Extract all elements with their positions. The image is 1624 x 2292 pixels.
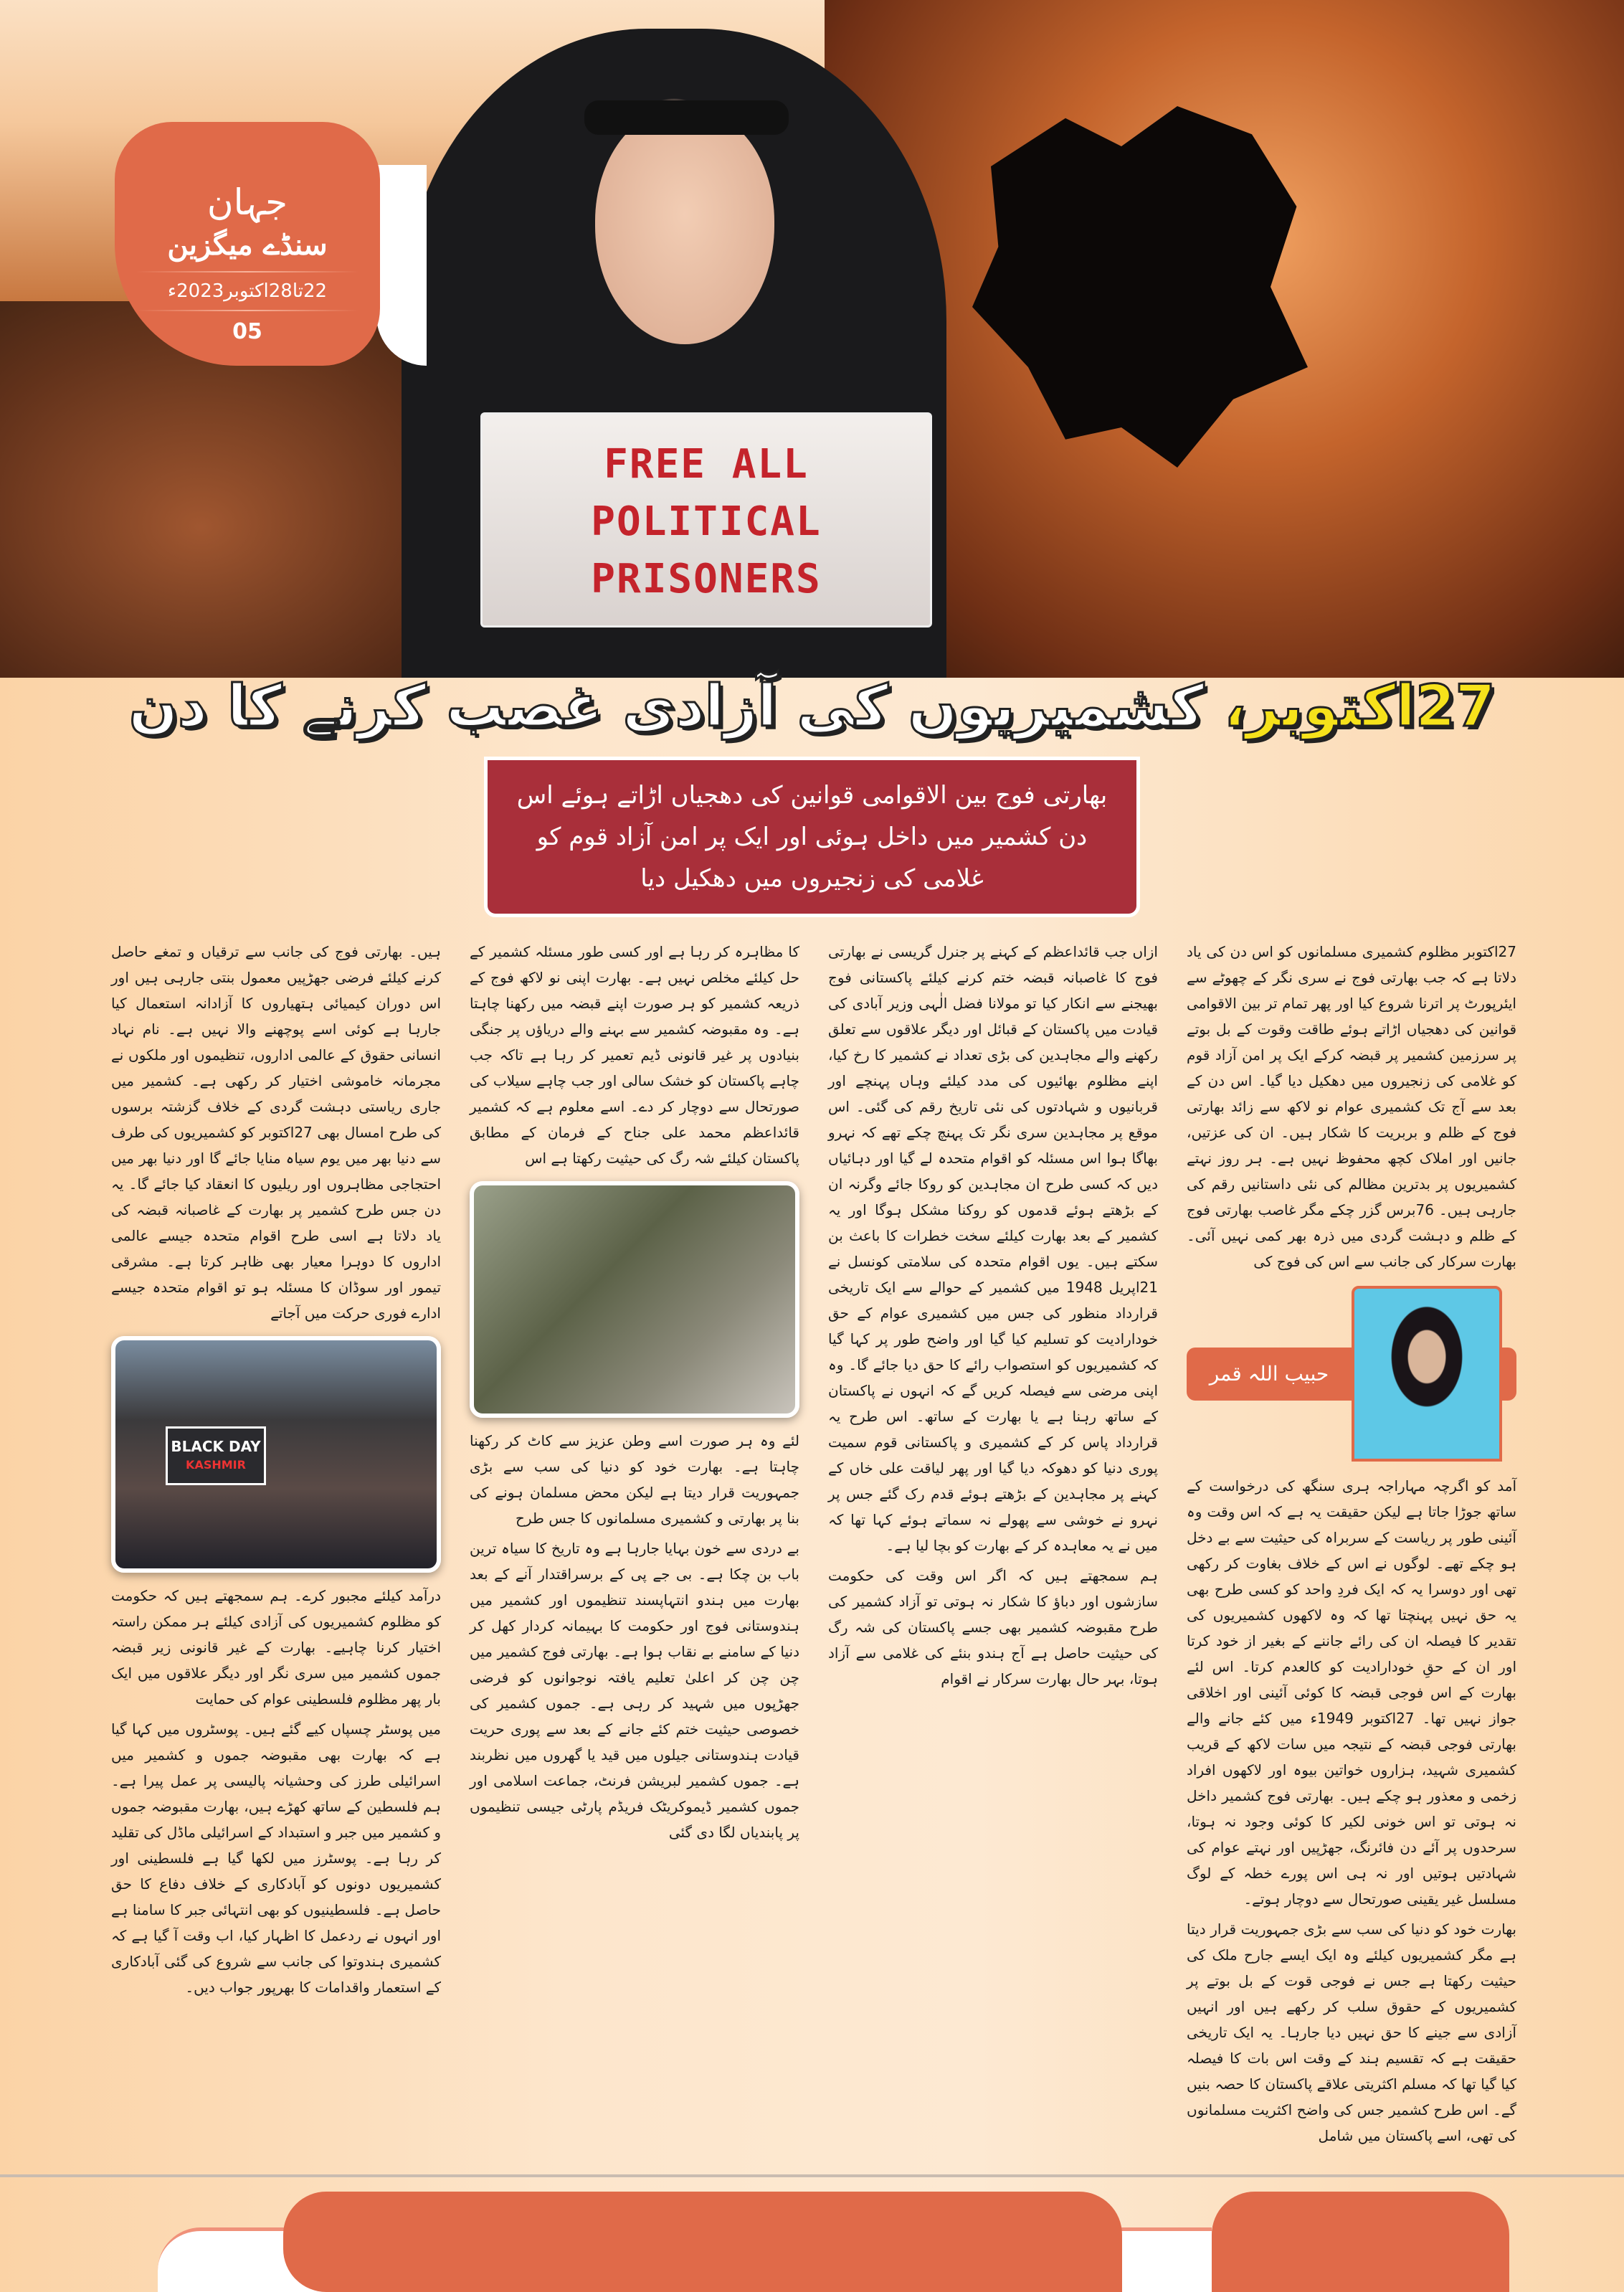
placard-line: FREE ALL — [604, 441, 809, 488]
column-2 — [828, 939, 1158, 1696]
woman-face — [595, 108, 774, 344]
footer-orange-shape — [283, 2192, 1122, 2292]
paragraph: ہیں۔ بھارتی فوج کی جانب سے ترقیاں و تمغے حاصل کرنے کیلئے فرضی جھڑپیں معمول بنتی جارہی ہیں اور اس دوران کیمیائی ہتھیاروں کا آزادانہ استعمال کیا جارہا ہے کوئی اسے پوچھنے والا نہیں ہے۔ نام نہاد انسانی حقوق کے عالمی اداروں، تنظیموں اور ملکوں نے مجرمانہ خاموشی اختیار کر رکھی ہے۔ کشمیر میں جاری ریاستی دہشت گردی کے خلاف گزشتہ برسوں کی طرح امسال بھی 27اکتوبر کو کشمیریوں کی طرف سے دنیا بھر میں یوم سیاہ منایا جائے گا اور دنیا بھر میں احتجاجی مظاہروں اور ریلیوں کا انعقاد کیا جائے گا۔ یہ دن جس طرح کشمیر پر بھارت کے غاصبانہ قبضہ کی یاد دلاتا ہے اسی طرح اقوام متحدہ جیسے عالمی اداروں کا دوہرا معیار بھی ظاہر کرتا ہے۔ مشرقی تیمور اور سوڈان کا مسئلہ ہو تو اقوام متحدہ جیسے ادارے فوری حرکت میں آجاتے — [111, 943, 441, 1322]
protest-sign — [166, 1426, 266, 1485]
black-day-protest-photo — [111, 1336, 441, 1573]
paragraph: 27اکتوبر مظلوم کشمیری مسلمانوں کو اس دن کی یاد دلاتا ہے کہ جب بھارتی فوج نے سری نگر کے چھوٹے سے ایئرپورٹ پر اترنا شروع کیا اور پھر تمام تر بین الاقوامی قوانین کی دھجیاں اڑاتے ہوئے طاقت وقوت کے بل بوتے پر سرزمین کشمیر پر قبضہ کرکے ایک پر امن آزاد قوم کو غلامی کی زنجیروں میں دھکیل دیا گیا۔ اس دن کے بعد سے آج تک کشمیری عوام نو لاکھ سے زائد بھارتی فوج کے ظلم و بربریت کا شکار ہیں۔ ان کی عزتیں، جانیں اور املاک کچھ محفوظ نہیں ہے۔ ہر روز نہتے کشمیریوں پر بدترین مظالم کی نئی داستانیں رقم کی جارہی ہیں۔ 76برس گزر چکے مگر غاصب بھارتی فوج کے ظلم و دہشت گردی میں ذرہ بھر کمی نہیں آئی۔ بھارت سرکار کی جانب سے اس کی فوج کی — [1187, 943, 1516, 1270]
soldiers-dragging-man-photo — [470, 1181, 799, 1418]
headline-rest: کشمیریوں کی آزادی غصب کرنے کا دن — [128, 673, 1205, 739]
magazine-subtitle: سنڈے میگزین — [167, 228, 328, 262]
paragraph: بھارت خود کو دنیا کی سب سے بڑی جمہوریت قرار دیتا ہے مگر کشمیریوں کیلئے وہ ایک ایسے جارح ملک کی حیثیت رکھتا ہے جس نے فوجی قوت کے بل بوتے پر کشمیریوں کے حقوق سلب کر رکھے ہیں اور انہیں آزادی سے جینے کا حق نہیں دیا جارہا۔ یہ ایک تاریخی حقیقت ہے کہ تقسیم ہند کے وقت اس بات کا فیصلہ کیا گیا تھا کہ مسلم اکثریتی علاقے پاکستان کا حصہ بنیں گے۔ اس طرح کشمیر جس کی واضح اکثریت مسلمانوں کی تھی، اسے پاکستان میں شامل — [1187, 1921, 1516, 2144]
column-3 — [470, 939, 799, 1850]
article-body — [0, 917, 1624, 2174]
magazine-brand: جہان — [206, 181, 288, 223]
paragraph: میں پوسٹر چسپاں کیے گئے ہیں۔ پوسٹروں میں کہا گیا ہے کہ بھارت بھی مقبوضہ جموں و کشمیر میں اسرائیلی طرز کی وحشیانہ پالیسی پر عمل پیرا ہے۔ ہم فلسطین کے ساتھ کھڑے ہیں، بھارت مقبوضہ جموں و کشمیر میں جبر و استبداد کے اسرائیلی ماڈل کی تقلید کر رہا ہے۔ پوسٹرز میں لکھا گیا ہے فلسطینی اور کشمیریوں دونوں کو آبادکاری کے خلاف دفاع کا حق حاصل ہے۔ فلسطینیوں کو بھی انتہائی جبر کا سامنا ہے اور انہوں نے ردعمل کا اظہار کیا، اب وقت آ گیا ہے کہ کشمیری ہندوتوا کی جانب سے شروع کی گئی آبادکاری کے استعمار واقدامات کا بھرپور جواب دیں۔ — [111, 1720, 441, 1996]
issue-date: 22تا28اکتوبر2023ء — [167, 280, 328, 302]
placard — [480, 412, 932, 628]
masthead-badge — [115, 122, 380, 366]
placard-line: PRISONERS — [591, 556, 822, 602]
sign-subtitle: KASHMIR — [186, 1458, 246, 1472]
author-photo — [1352, 1286, 1502, 1462]
paragraph: کا مظاہرہ کر رہا ہے اور کسی طور مسئلہ کشمیر کے حل کیلئے مخلص نہیں ہے۔ بھارت اپنی نو لاکھ فوج کے ذریعہ کشمیر کو ہر صورت اپنے قبضہ میں رکھنا چاہتا ہے۔ وہ مقبوضہ کشمیر سے بہنے والے دریاؤں پر جنگی بنیادوں پر غیر قانونی ڈیم تعمیر کر رہا ہے تاکہ جب چاہے پاکستان کو خشک سالی اور جب چاہے سیلاب کی صورتحال سے دوچار کر دے۔ اسے معلوم ہے کہ کشمیر قائداعظم محمد علی جناح کے فرمان کے مطابق پاکستان کیلئے شہ رگ کی حیثیت رکھتا ہے اس — [470, 943, 799, 1167]
divider — [136, 310, 358, 311]
paragraph: ہم سمجھتے ہیں کہ اگر اس وقت کی حکومت سازشوں اور دباؤ کا شکار نہ ہوتی تو آزاد کشمیر کی طرح مقبوضہ کشمیر بھی جسے پاکستان کی شہ رگ کی حیثیت حاصل ہے آج ہندو بنئے کی غلامی سے آزاد ہوتا، بہر حال بھارت سرکار نے اقوام — [828, 1567, 1158, 1687]
divider — [136, 271, 358, 273]
sign-title: BLACK DAY — [171, 1438, 261, 1455]
paragraph: لئے وہ ہر صورت اسے وطن عزیز سے کاٹ کر رکھنا چاہتا ہے۔ بھارت خود کو دنیا کی سب سے بڑی جمہوریت قرار دیتا ہے لیکن محض مسلمان ہونے کی بنا پر بھارتی و کشمیری مسلمانوں کا جس طرح — [470, 1432, 799, 1527]
placard-line: POLITICAL — [591, 498, 822, 545]
headline-highlight: 27اکتوبر، — [1224, 673, 1496, 739]
author-name: حبیب اللہ قمر — [1209, 1361, 1329, 1386]
badge-curve-decoration — [376, 165, 427, 366]
column-1 — [1187, 939, 1516, 2153]
page-number: 05 — [232, 319, 262, 344]
column-4 — [111, 939, 441, 2004]
paragraph: بے دردی سے خون بہایا جارہا ہے وہ تاریخ کا سیاہ ترین باب بن چکا ہے۔ بی جے پی کے برسراقتدار آنے کے بعد بھارت میں ہندو انتہاپسند تنظیموں اور کشمیر میں ہندوستانی فوج اور حکومت کا بہیمانہ کردار کھل کر دنیا کے سامنے بے نقاب ہوا ہے۔ بھارتی فوج کشمیر میں چن چن کر اعلیٰ تعلیم یافتہ نوجوانوں کو فرضی جھڑپوں میں شہید کر رہی ہے۔ جموں کشمیر کی خصوصی حیثیت ختم کئے جانے کے بعد سے پوری حریت قیادت ہندوستانی جیلوں میں قید یا گھروں میں نظربند ہے۔ جموں کشمیر لبریشن فرنٹ، جماعت اسلامی اور جموں کشمیر ڈیموکریٹک فریڈم پارٹی جیسی تنظیموں پر پابندیاں لگا دی گئی — [470, 1540, 799, 1841]
article-deck: بھارتی فوج بین الاقوامی قوانین کی دھجیاں اڑاتے ہوئے اس دن کشمیر میں داخل ہوئی اور ایک پر امن آزاد قوم کو غلامی کی زنجیروں میں دھکیل دیا — [484, 757, 1140, 917]
paragraph: آمد کو اگرچہ مہاراجہ ہری سنگھ کی درخواست کے ساتھ جوڑا جاتا ہے لیکن حقیقت یہ ہے کہ اس وقت وہ آئینی طور پر ریاست کے سربراہ کی حیثیت سے بے دخل ہو چکے تھے۔ لوگوں نے اس کے خلاف بغاوت کر رکھی تھی اور دوسرا یہ کہ ایک فردِ واحد کو کسی طرح بھی یہ حق نہیں پہنچتا تھا کہ وہ لاکھوں کشمیریوں کی تقدیر کا فیصلہ ان کی رائے جاننے کے بغیر از خود کرتا اور ان کے حقِ خودارادیت کو کالعدم کرتا۔ اس لئے بھارت کے اس فوجی قبضہ کا کوئی آئینی اور اخلاقی جواز نہیں تھا۔ 27اکتوبر 1949ء میں کئے جانے والے بھارتی فوجی قبضہ کے نتیجہ میں سات لاکھ کے قریب کشمیری شہید، ہزاروں خواتین بیوہ اور لاکھوں افراد زخمی و معذور ہو چکے ہیں۔ بھارتی فوج کشمیر داخل نہ ہوتی تو اس خونی لکیر کا کوئی وجود نہ ہوتا، سرحدوں پر آئے دن فائرنگ، جھڑپیں اور نہتے عوام کی شہادتیں ہوتیں اور نہ ہی اس پورے خطہ کے لوگ مسلسل غیر یقینی صورتحال سے دوچار ہوتے۔ — [1187, 1477, 1516, 1908]
headband — [584, 100, 789, 135]
footer-orange-shape — [1212, 2192, 1509, 2292]
author-block — [1187, 1286, 1516, 1462]
footer — [0, 2174, 1624, 2292]
paragraph: ازاں جب قائداعظم کے کہنے پر جنرل گریسی نے بھارتی فوج کا غاصبانہ قبضہ ختم کرنے کیلئے پاکستانی فوج بھیجنے سے انکار کیا تو مولانا فضل الٰہی وزیر آبادی کی قیادت میں پاکستان کے قبائل اور دیگر علاقوں سے تعلق رکھنے والے مجاہدین کی بڑی تعداد نے کشمیر کا رخ کیا، اپنے مظلوم بھائیوں کی مدد کیلئے وہاں پہنچے اور قربانیوں و شہادتوں کی نئی تاریخ رقم کی گئی۔ اس موقع پر مجاہدین سری نگر تک پہنچ چکے تھے کہ نہرو بھاگا ہوا اس مسئلہ کو اقوام متحدہ لے گیا اور دہائیاں دیں کہ کسی طرح ان مجاہدین کو روکا جائے وگرنہ ان کے بڑھتے ہوئے قدموں کو روکنا مشکل ہوگا اور یہ کشمیر کے بعد بھارت کیلئے سخت خطرات کا باعث بن سکتے ہیں۔ یوں اقوام متحدہ کی سلامتی کونسل نے 21اپریل 1948 میں کشمیر کے حوالے سے ایک تاریخی قرارداد منظور کی جس میں کشمیری عوام کے حق خودارادیت کو تسلیم کیا گیا اور واضح طور پر کہا گیا کہ کشمیریوں کو استصواب رائے کا حق دیا جائے گا۔ وہ اپنی مرضی سے فیصلہ کریں گے کہ انہوں نے پاکستان کے ساتھ رہنا ہے یا بھارت کے ساتھ۔ اس طرح یہ قرارداد پاس کر کے کشمیری و پاکستانی قوم سمیت پوری دنیا کو دھوکہ دیا گیا اور پھر لیاقت علی خاں کے کہنے پر مجاہدین کے بڑھتے ہوئے قدم رک گئے جس پر نہرو نے خوشی سے پھولے نہ سماتے ہوئے کہا تھا کہ میں نے یہ معاہدہ کر کے بھارت کو بچا لیا ہے۔ — [828, 943, 1158, 1554]
page-title — [95, 663, 1529, 749]
paragraph: درآمد کیلئے مجبور کرے۔ ہم سمجھتے ہیں کہ حکومت کو مظلوم کشمیریوں کی آزادی کیلئے ہر ممکن راستہ اختیار کرنا چاہیے۔ بھارت کے غیر قانونی زیر قبضہ جموں کشمیر میں سری نگر اور دیگر علاقوں میں ایک بار پھر مظلوم فلسطینی عوام کی حمایت — [111, 1587, 441, 1708]
footer-divider — [0, 2174, 1624, 2177]
